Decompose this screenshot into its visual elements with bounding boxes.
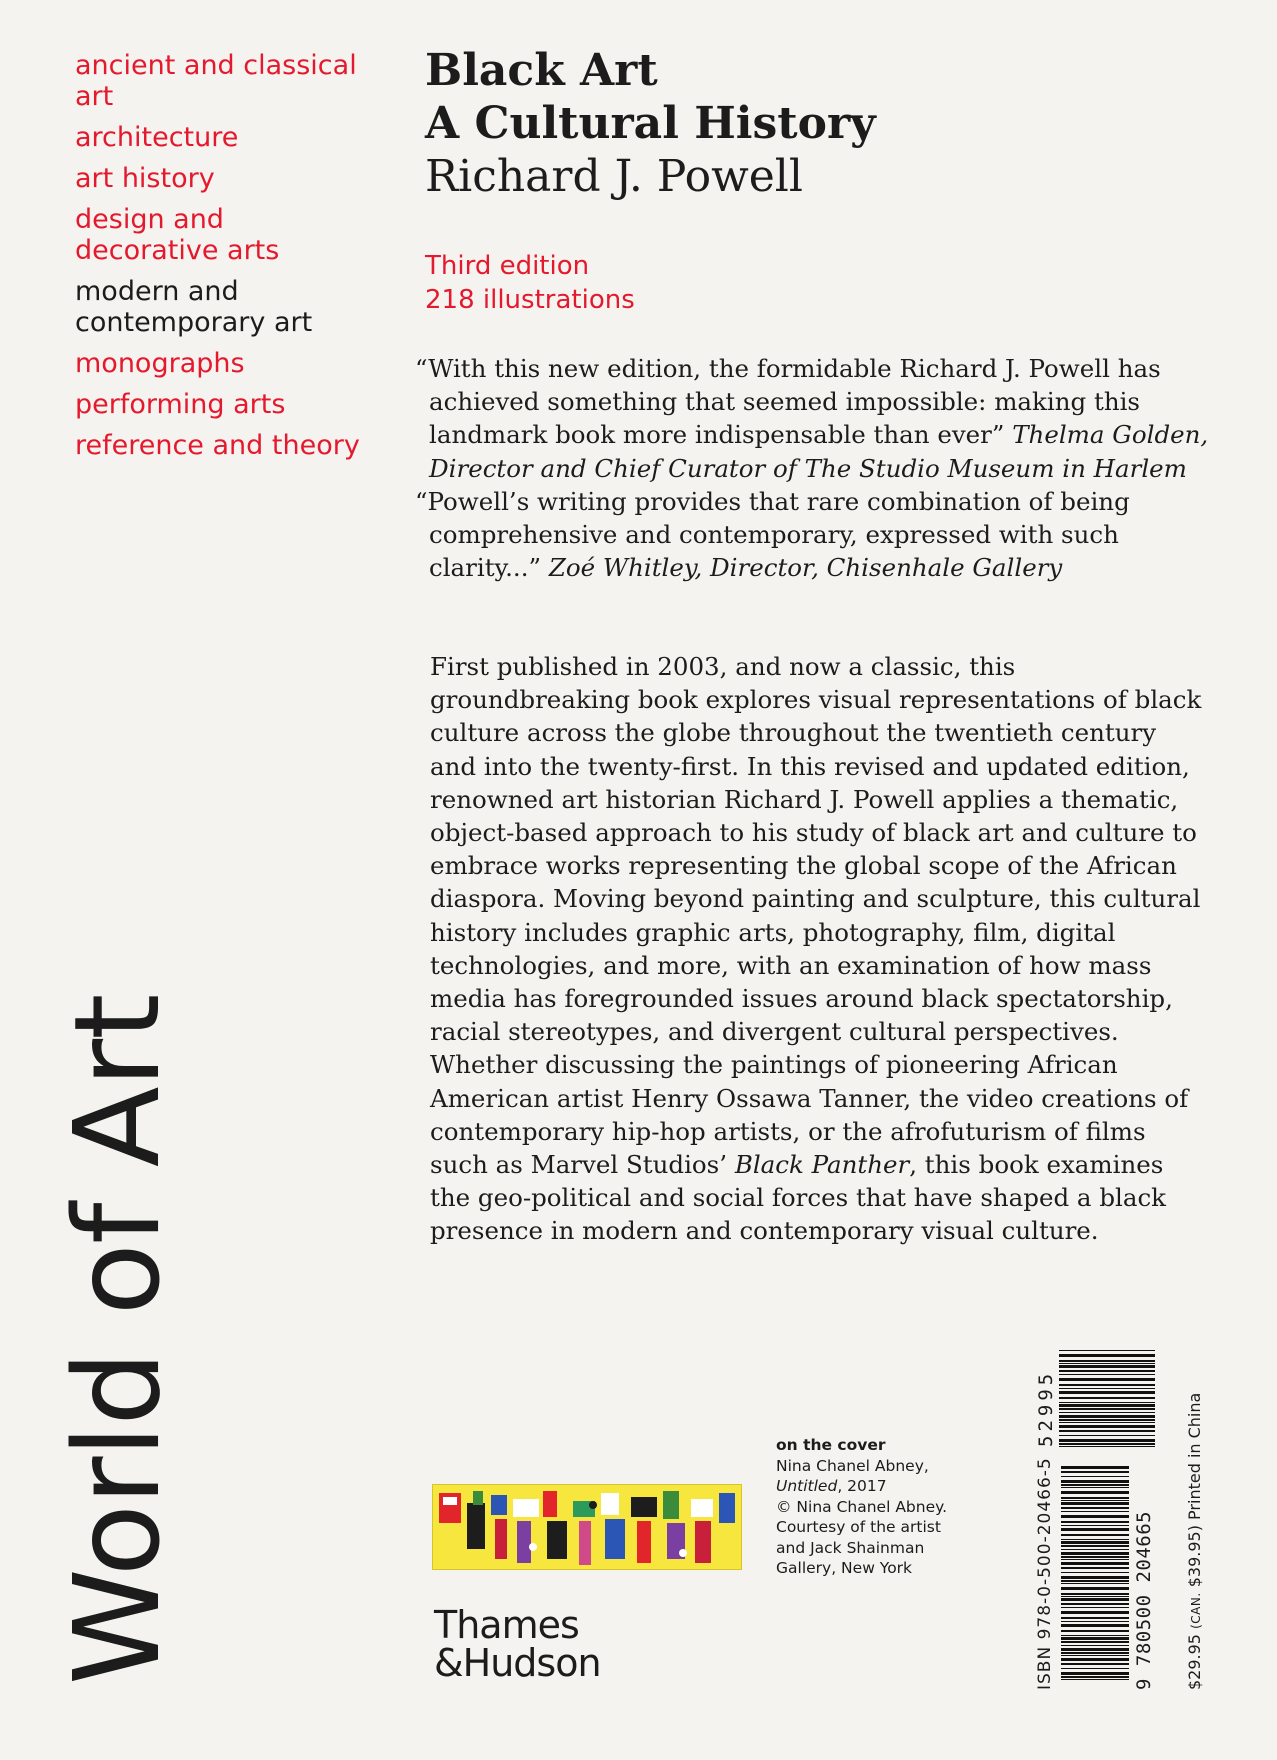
review-quote: [415, 352, 1215, 485]
category-item: art history: [75, 163, 215, 194]
quote-text: “With this new edition, the formidable Richard J. Powell has achieved something that seemed impossible: making this landmark book more indispensable than ever”: [415, 354, 1161, 450]
cover-work-year: , 2017: [837, 1477, 887, 1495]
description-film-title: Black Panther: [734, 1150, 910, 1180]
price-usd: $29.95: [1185, 1634, 1204, 1690]
printed-in: Printed in China: [1185, 1392, 1204, 1520]
review-quotes: [415, 352, 1215, 584]
category-item: ancient and classical art: [75, 50, 357, 112]
category-item: design and decorative arts: [75, 204, 280, 266]
isbn-label: ISBN 978-0-500-20466-5: [1035, 1457, 1055, 1690]
quote-text: “Powell’s writing provides that rare combination of being comprehensive and contemporary, expressed with such clarity...”: [415, 486, 1130, 583]
cover-artist: Nina Chanel Abney,: [776, 1456, 929, 1475]
publisher-name-line1: Thames: [434, 1603, 579, 1647]
price-barcode-icon: [1059, 1347, 1155, 1447]
category-item: modern and contemporary art: [75, 276, 313, 338]
cover-courtesy: and Jack Shainman: [776, 1538, 925, 1557]
cover-courtesy: Courtesy of the artist: [776, 1518, 941, 1536]
illustrations-count: 218 illustrations: [425, 285, 635, 315]
book-title-block: [425, 44, 1225, 203]
edition-info: [425, 249, 635, 317]
barcode-icon: [1061, 1465, 1129, 1680]
cover-courtesy: Gallery, New York: [776, 1559, 913, 1577]
series-title: World of Art: [48, 994, 186, 1685]
price-can-label: (CAN.: [1189, 1592, 1203, 1629]
price-addon-digits: 52995: [1035, 1369, 1057, 1447]
price-line: [1185, 1393, 1204, 1690]
artwork-illustration: [433, 1485, 741, 1569]
cover-work: [776, 1476, 991, 1497]
book-description: [430, 650, 1205, 1248]
category-item: monographs: [75, 348, 245, 379]
cover-work-title: Untitled: [776, 1477, 838, 1495]
description-text: First published in 2003, and now a classic, this groundbreaking book explores visual representations of black culture across the globe throughout the twentieth century and into the twenty-first. In this revised and updated edition, renowned art historian Richard J. Powell applies a thematic, object-based approach to his study of black art and culture to embrace works representing the global scope of the African diaspora. Moving beyond painting and sculpture, this cultural history includes graphic arts, photography, film, digital technologies, and more, with an examination of how mass media has foregrounded issues around black spectatorship, racial stereotypes, and divergent cultural perspectives. Whether discussing the paintings of pioneering African American artist Henry Ossawa Tanner, the video creations of contemporary hip-hop artists, or the afrofuturism of films such as Marvel Studios’: [430, 652, 1202, 1180]
category-item: reference and theory: [75, 430, 360, 461]
cover-copyright: © Nina Chanel Abney.: [776, 1497, 948, 1516]
cover-credit-label: on the cover: [776, 1436, 886, 1454]
category-item: performing arts: [75, 389, 286, 420]
cover-credit: [776, 1435, 991, 1579]
cover-artwork-thumbnail: [432, 1484, 742, 1570]
book-author: Richard J. Powell: [425, 151, 803, 202]
book-subtitle: A Cultural History: [425, 98, 876, 149]
category-list: [75, 50, 375, 471]
edition-label: Third edition: [425, 251, 590, 281]
publisher-logo: [434, 1603, 601, 1685]
description-text-end: , this book examines the geo-political and social forces that have shaped a black presence in modern and contemporary visual culture.: [430, 1150, 1167, 1246]
review-quote: [415, 485, 1215, 585]
barcode-block: [1035, 1330, 1245, 1690]
book-title: Black Art: [425, 45, 658, 96]
quote-attribution: Zoé Whitley, Director, Chisenhale Gallery: [548, 553, 1063, 583]
price-can: $39.95): [1185, 1525, 1204, 1588]
publisher-name-line2: &Hudson: [434, 1641, 601, 1685]
category-item: architecture: [75, 122, 239, 153]
barcode-digits: 9 780500 204665: [1133, 1510, 1155, 1690]
quote-attribution: Thelma Golden, Director and Chief Curator of The Studio Museum in Harlem: [429, 420, 1209, 483]
